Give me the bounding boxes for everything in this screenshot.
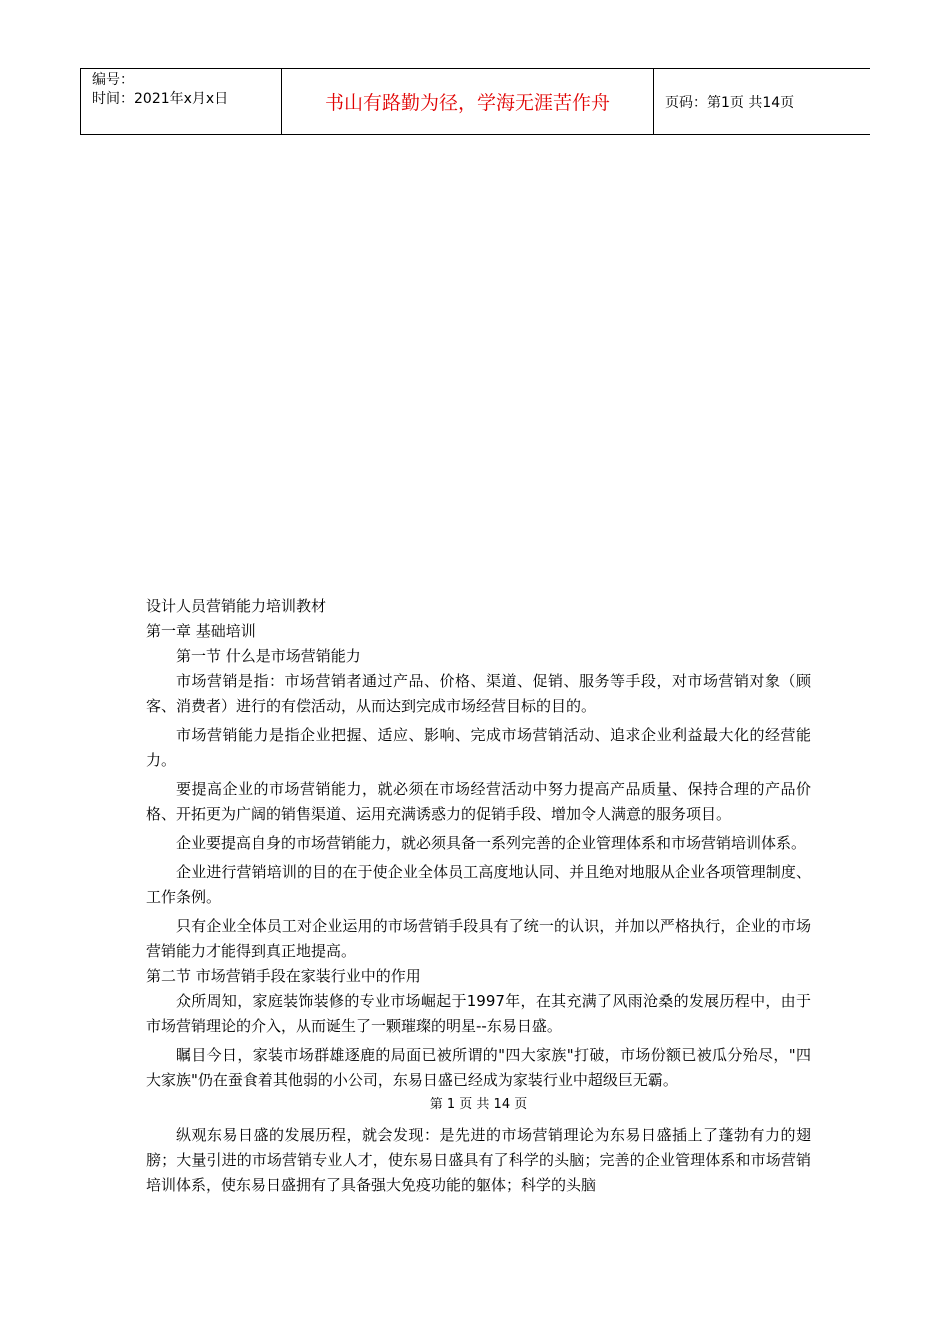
header-meta-cell	[81, 69, 282, 134]
document-title: 设计人员营销能力培训教材	[146, 597, 327, 615]
paragraph: 只有企业全体员工对企业运用的市场营销手段具有了统一的认识，并加以严格执行，企业的市场营销能力才能得到真正地提高。	[146, 917, 811, 960]
section-heading: 第一节 什么是市场营销能力	[176, 647, 361, 665]
paragraph: 纵观东易日盛的发展历程，就会发现：是先进的市场营销理论为东易日盛插上了蓬勃有力的翅膀；大量引进的市场营销专业人才，使东易日盛具有了科学的头脑；完善的企业管理体系和市场营销培训体系，使东易日盛拥有了具备强大免疫功能的躯体；科学的头脑	[146, 1126, 811, 1194]
section-heading: 第二节 市场营销手段在家装行业中的作用	[146, 967, 421, 985]
document-header	[80, 68, 870, 135]
header-motto: 书山有路勤为径，学海无涯苦作舟	[282, 69, 654, 134]
paragraph: 众所周知，家庭装饰装修的专业市场崛起于1997年，在其充满了风雨沧桑的发展历程中，由于市场营销理论的介入，从而诞生了一颗璀璨的明星--东易日盛。	[146, 992, 811, 1035]
document-body	[146, 594, 811, 1198]
paragraph: 市场营销是指：市场营销者通过产品、价格、渠道、促销、服务等手段，对市场营销对象（顾客、消费者）进行的有偿活动，从而达到完成市场经营目标的目的。	[146, 672, 811, 715]
page-footer: 第 1 页 共 14 页	[429, 1097, 528, 1112]
header-page-code: 页码：第1页 共14页	[665, 94, 795, 111]
paragraph: 企业要提高自身的市场营销能力，就必须具备一系列完善的企业管理体系和市场营销培训体系。	[176, 834, 807, 852]
document-time-label: 时间：2021年x月x日	[92, 91, 229, 107]
document-number-label: 编号：	[92, 72, 134, 88]
chapter-heading: 第一章 基础培训	[146, 622, 256, 640]
paragraph: 瞩目今日，家装市场群雄逐鹿的局面已被所谓的"四大家族"打破，市场份额已被瓜分殆尽，"四大家族"仍在蚕食着其他弱的小公司，东易日盛已经成为家装行业中超级巨无霸。	[146, 1046, 811, 1089]
paragraph: 市场营销能力是指企业把握、适应、影响、完成市场营销活动、追求企业利益最大化的经营能力。	[146, 726, 811, 769]
paragraph: 要提高企业的市场营销能力，就必须在市场经营活动中努力提高产品质量、保持合理的产品价格、开拓更为广阔的销售渠道、运用充满诱惑力的促销手段、增加令人满意的服务项目。	[146, 780, 811, 823]
paragraph: 企业进行营销培训的目的在于使企业全体员工高度地认同、并且绝对地服从企业各项管理制度、工作条例。	[146, 863, 811, 906]
